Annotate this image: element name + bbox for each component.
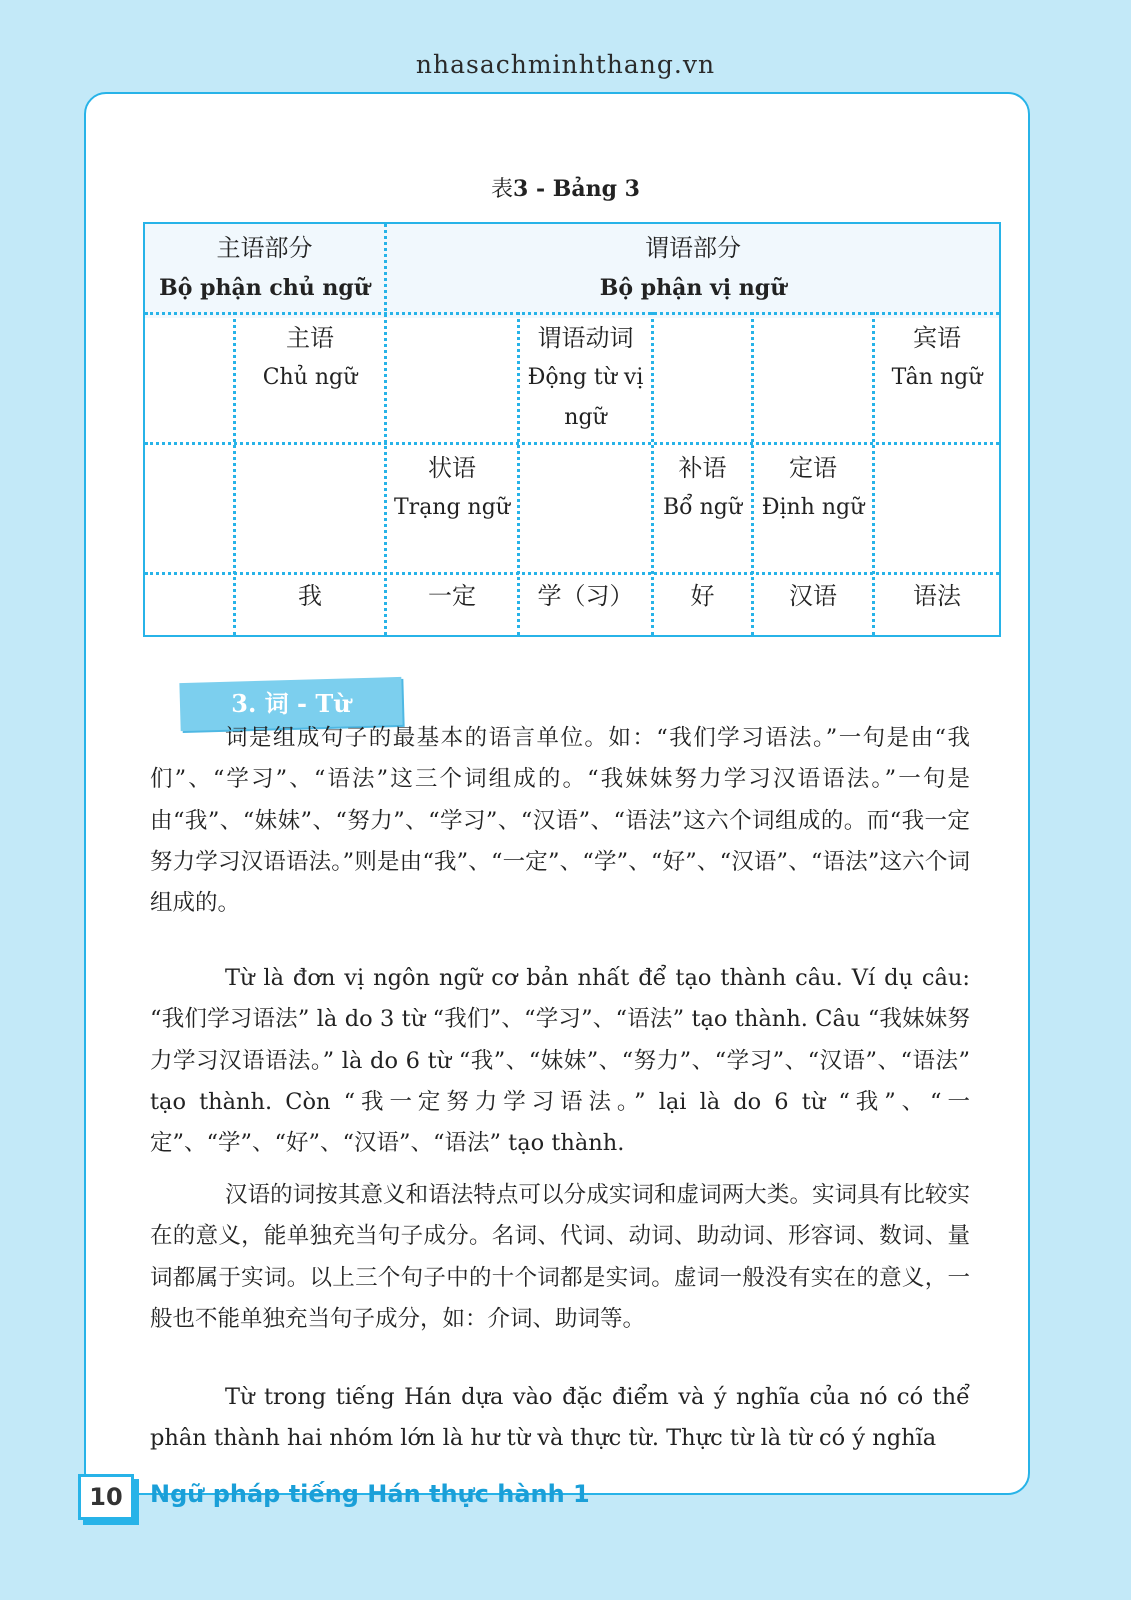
paragraph-zh-1: 词是组成句子的最基本的语言单位。如：“我们学习语法。”一句是由“我们”、“学习”、“语法”这三个词组成的。“我妹妹努力学习汉语语法。”一句是由“我”、“妹妹”、“努力”、“学习”、“汉语”、“语法”这六个词组成的。而“我一定努力学习汉语语法。”则是由“我”、“一定”、“学”、“好”、“汉语”、“语法”这六个词组成的。: [150, 725, 970, 917]
paragraph-zh-2: 汉语的词按其意义和语法特点可以分成实词和虚词两大类。实词具有比较实在的意义，能单独充当句子成分。名词、代词、动词、助动词、形容词、数词、量词都属于实词。以上三个句子中的十个词都是实词。虚词一般没有实在的意义，一般也不能单独充当句子成分，如：介词、助词等。: [150, 1182, 970, 1332]
cell-complement: 补语 Bổ ngữ: [662, 454, 743, 520]
table-caption-zh: 表: [491, 177, 514, 202]
paragraph-vi-1: Từ là đơn vị ngôn ngữ cơ bản nhất để tạo thành câu. Ví dụ câu: “我们学习语法” là do 3 từ “我们”、“学习”、“语法” tạo thành. Câu “我妹妹努力学习汉语语法。” là do 6 từ “我”、“妹妹”、“努力”、“学习”、“汉语”、“语法” tạo thành. Còn “我一定努力学习语法。” lại là do 6 từ “我”、“一定”、“学”、“好”、“汉语”、“语法” tạo thành.: [150, 965, 970, 1157]
book-title: Ngữ pháp tiếng Hán thực hành 1: [150, 1480, 590, 1508]
table-caption: [0, 172, 1131, 203]
cell-adverbial: 状语 Trạng ngữ: [394, 454, 510, 520]
example-word: 语法: [913, 582, 961, 610]
example-word: 汉语: [789, 582, 837, 610]
example-word: 一定: [428, 582, 476, 610]
cell-attribute: 定语 Định ngữ: [761, 454, 865, 520]
cell-predicate-verb: 谓语动词 Động từ vị ngữ: [527, 324, 644, 430]
header-predicate-part: 谓语部分 Bộ phận vị ngữ: [599, 234, 787, 301]
example-word: 学（习）: [537, 582, 634, 610]
example-word: 我: [298, 582, 322, 610]
grammar-table: [143, 222, 1001, 637]
header-subject-part: 主语部分 Bộ phận chủ ngữ: [159, 234, 370, 301]
example-word: 好: [690, 582, 715, 610]
page-number: 10: [78, 1474, 134, 1520]
section-title: 3. 词 - Từ: [231, 689, 351, 718]
paragraph-vi-2: Từ trong tiếng Hán dựa vào đặc điểm và ý nghĩa của nó có thể phân thành hai nhóm lớn là hư từ và thực từ. Thực từ là từ có ý nghĩa: [150, 1384, 970, 1452]
table-caption-vi: 3 - Bảng 3: [513, 176, 640, 202]
site-url: nhasachminhthang.vn: [415, 50, 716, 79]
cell-subject: 主语 Chủ ngữ: [262, 324, 358, 390]
cell-object: 宾语 Tân ngữ: [891, 324, 983, 390]
